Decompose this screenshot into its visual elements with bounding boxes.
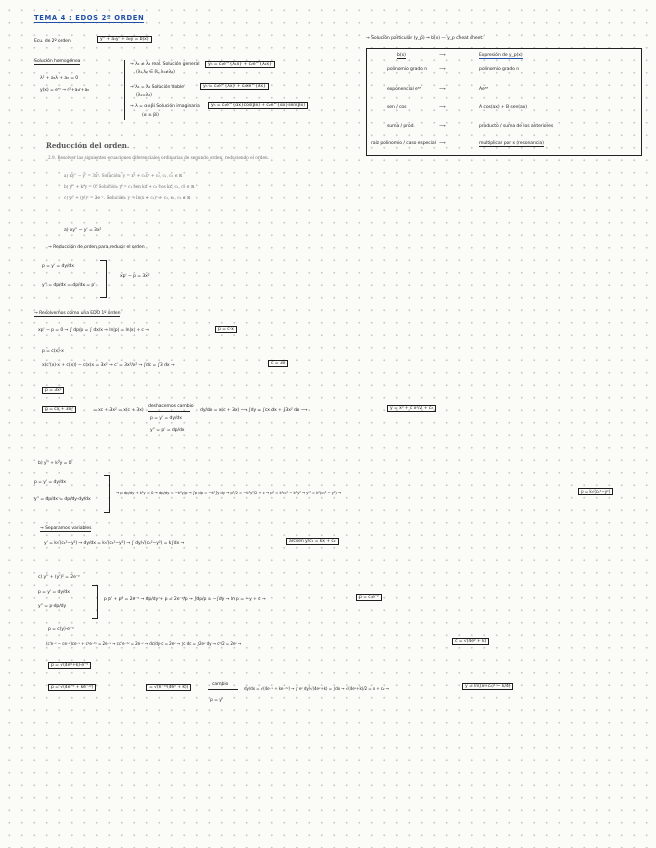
part-a-op-sub1: p = y' = dy/dx bbox=[150, 416, 182, 421]
case-double-box: yₕ = c₁e^{λx} + c₂xe^{λx} bbox=[200, 83, 269, 90]
case-complex: → λ = α±βi Solución imaginaria bbox=[130, 104, 200, 109]
part-c-statement: c) y'' + (y')² = 2e⁻ʸ bbox=[38, 575, 80, 580]
part-c-box: p = c·e⁻ʸ bbox=[356, 594, 382, 601]
table-row-left: raíz polinomio / caso especial bbox=[371, 141, 436, 146]
part-c-sub1: p = y' = dy/dx bbox=[38, 590, 70, 595]
part-b-sep-title: → Separamos variables bbox=[40, 526, 92, 531]
part-a-homog-box: p = c·x bbox=[215, 326, 237, 333]
general-equation-box: y'' + a₁y' + a₀y = b(x) bbox=[97, 36, 152, 43]
part-a-var-line1: p = c(x)·x bbox=[42, 349, 64, 354]
part-a-op-top: deshacemos cambio bbox=[148, 404, 194, 409]
table-row-arrow: ⟶ bbox=[439, 87, 446, 92]
problem-heading: Reducción del orden. bbox=[46, 141, 130, 150]
case-double: → λ₁ = λ₂ Solución doble bbox=[130, 85, 184, 90]
part-c-l5-box1: p = √(4e⁻ʸ + ke⁻²ʸ) bbox=[48, 684, 96, 691]
homogeneous-heading: Solución homogénea bbox=[34, 59, 81, 64]
arrow-line bbox=[208, 689, 238, 690]
part-b-sep-box: arcsen y/c₁ = kx + c₂ bbox=[286, 538, 339, 545]
part-a-p-solution-box: p = cx + 3x² bbox=[42, 406, 76, 413]
substitution-bracket bbox=[92, 585, 98, 619]
part-b-box: p = k√(c₁²−y²) bbox=[578, 488, 613, 495]
part-c-line: p p' + p² = 2e⁻ʸ → dp/dy + p = 2e⁻ʸ/p → ∫dp/p = −∫dy → ln p = −y + c → bbox=[104, 597, 266, 602]
part-b-sep-line: y' = k√(c₁²−y²) → dy/dx = k√(c₁²−y²) → ∫ dy/√(c₁²−y²) = k∫dx → bbox=[44, 541, 185, 546]
part-c-sub2: y'' = p·dp/dy bbox=[38, 604, 67, 609]
table-header-arrow: ⟶ bbox=[439, 53, 446, 58]
case-complex-box: yₕ = c₁e^{αx}cos(βx) + c₂e^{αx}sen(βx) bbox=[208, 102, 308, 109]
table-row-right: polinomio grado n bbox=[479, 67, 520, 72]
table-row-right: producto / suma de los anteriores bbox=[479, 124, 554, 129]
particular-solution-table bbox=[366, 48, 642, 156]
part-b-sub1: p = y' = dy/dx bbox=[34, 480, 66, 485]
part-a-var-box: c = 3x bbox=[268, 360, 288, 367]
case-distinct-real-sub: (λ₁,λ₂ ∈ ℝ, λ₁≠λ₂) bbox=[136, 70, 175, 75]
part-a-sub1: p = y' = dy/dx bbox=[42, 264, 74, 269]
case-distinct-real-box: yₕ = c₁e^{λ₁x} + c₂e^{λ₂x} bbox=[205, 61, 275, 68]
cases-bracket bbox=[124, 60, 125, 120]
table-row-arrow: ⟶ bbox=[439, 105, 446, 110]
part-a-final-integral: dy/dx = x(c + 3x) ⟶ ∫dy = ∫cx dx + ∫3x² dx ⟶ bbox=[200, 408, 308, 413]
part-a-statement: a) xy'' − y' = 3x² bbox=[64, 228, 102, 233]
part-a-homog-line: xp' − p = 0 → ∫ dp/p = ∫ dx/x → ln|p| = ln|x| + c → bbox=[38, 328, 149, 333]
table-row-right: multiplicar por x (resonancia) bbox=[479, 141, 544, 146]
part-c-l2: p = c(y)·e⁻ʸ bbox=[48, 627, 74, 632]
part-a-final-line: = xc + 3x² = x(c + 3x) bbox=[93, 408, 144, 413]
part-b-sub2: y'' = dp/dx = dp/dy·dy/dx bbox=[34, 497, 91, 502]
part-b-statement: b) y'' + k²y = 0 bbox=[38, 461, 72, 466]
case-complex-sub: (α ± βi) bbox=[142, 113, 159, 118]
page-title: TEMA 4 : EDOS 2º ORDEN bbox=[34, 14, 145, 22]
part-a-sub2: y'' = dp/dx = dp/dx = p' bbox=[42, 283, 96, 288]
table-row-arrow: ⟶ bbox=[439, 141, 446, 146]
table-row-left: exponencial eᵃˣ bbox=[387, 87, 422, 92]
table-row-right: Aeᵃˣ bbox=[479, 87, 489, 92]
substitution-bracket bbox=[100, 260, 107, 298]
part-a-sub-result: xp' − p = 3x² bbox=[120, 274, 150, 279]
table-col1-header: b(x) bbox=[397, 53, 406, 58]
table-row-left: suma / prod. bbox=[387, 124, 415, 129]
eq-label: Ecu. de 2º orden bbox=[34, 39, 71, 44]
part-c-l5-final-box: y = ln((x+c₂)² − k/4) bbox=[462, 683, 513, 690]
part-c-l5-mid: = √(e⁻²ʸ(4eʸ + k)) bbox=[146, 684, 191, 691]
table-row-left: sen / cos bbox=[387, 105, 407, 110]
part-c-l5-line: dy/dx = √(4e⁻ʸ + ke⁻²ʸ) → ∫ eʸ dy/√(4eʸ+k) = ∫dx → √(4eʸ+k)/2 = x + c₂ → bbox=[244, 686, 390, 691]
part-a-homog-title: → Resolvemos como una EDO 1º orden bbox=[34, 311, 121, 316]
table-row-right: A cos(ax) + B sen(ax) bbox=[479, 105, 527, 110]
problem-item: a) xy'' − y' = 3x². Solución: y = x³ + c₁x² + c₂, c₁, c₂ ∈ ℝ bbox=[64, 173, 183, 178]
case-distinct-real: → λ₁ ≠ λ₂ real. Solución general bbox=[130, 62, 200, 67]
part-c-op-top: cambio bbox=[212, 682, 229, 687]
part-c-l4-box: p = √(4eʸ+k)·e⁻ʸ bbox=[48, 662, 91, 669]
part-c-l3: (c'e⁻ʸ − ce⁻ʸ)ce⁻ʸ + c²e⁻²ʸ = 2e⁻ʸ → cc'e⁻²ʸ = 2e⁻ʸ → dc/dy·c = 2eʸ → ∫c dc = ∫2eʸ dy → c²/2 = 2eʸ → bbox=[46, 641, 242, 646]
part-a-method: → Reducción de orden para reducir el orden bbox=[48, 245, 145, 250]
substitution-bracket bbox=[104, 475, 110, 513]
problem-statement: 2.9. Resolver las siguientes ecuaciones diferenciales ordinarias de segundo orden, reduciendo el orden. bbox=[48, 155, 269, 160]
characteristic-substitution: y(x) = eʳˣ → r²+a₁r+a₀ bbox=[40, 88, 90, 93]
part-c-l3-box: c = √(4eʸ + k) bbox=[452, 638, 489, 645]
problem-item: b) y'' + k²y = 0. Solución: y = c₁ sen kx + c₂ cos kx, c₁, c₂ ∈ ℝ bbox=[64, 184, 195, 189]
table-heading: → Solución particular (y_p) ⇒ b(x) — y_p cheat sheet: bbox=[366, 36, 484, 41]
part-a-var-line2: x(c'(x)·x + c(x)) − c(x)x = 3x² → c' = 3x²/x² → ∫dc = ∫3 dx → bbox=[42, 363, 175, 368]
case-double-sub: (λ₁=λ₂) bbox=[136, 93, 152, 98]
part-c-op-bot: p = y' bbox=[210, 698, 224, 703]
table-row-arrow: ⟶ bbox=[439, 67, 446, 72]
table-col2-header: Expresión de y_p(x) bbox=[479, 53, 523, 58]
part-b-line: → p dp/dy + k²y = 0 → dp/dy = −k²y/p → ∫p dp = −k²∫y dy → p²/2 = −k²y²/2 + c → p² = k²c₁² − k²y² → y'² = k²(c₁² − y²) → bbox=[116, 490, 342, 495]
part-a-final-box: y = x³ + c x²/2 + c₂ bbox=[387, 405, 436, 412]
table-row-left: polinomio grado n bbox=[387, 67, 428, 72]
table-row-arrow: ⟶ bbox=[439, 124, 446, 129]
characteristic-equation: λ² + a₁λ + a₀ = 0 bbox=[40, 76, 79, 81]
arrow-line bbox=[148, 411, 190, 412]
part-a-p-box: p = 3x² bbox=[42, 387, 64, 394]
part-a-op-sub2: y'' = p' = dp/dx bbox=[150, 428, 185, 433]
problem-item: c) y'' + (y')² = 2e⁻ʸ. Solución: y = ln(x + c₁)² + c₂, c₁, c₂ ∈ ℝ bbox=[64, 195, 191, 200]
